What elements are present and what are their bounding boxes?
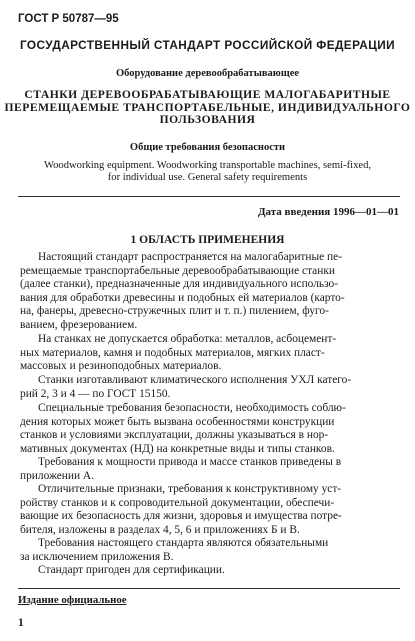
- equipment-category: Оборудование деревообрабатывающее: [115, 68, 300, 79]
- paragraph-scope: Настоящий стандарт распространяется на малогабаритные пе- ремещаемые транспортабельные деревообрабатывающие станки (далее станки), предназначенные для индивидуального использо- вания для обработки древесины и подобных ей материалов (карто- на, фанеры, древесно-стружечных плит и т. п.) пилением, фуго- ванием, фрезерованием.: [20, 251, 345, 331]
- paragraph-certification: Стандарт пригоден для сертификации.: [38, 564, 225, 576]
- section-heading: 1 ОБЛАСТЬ ПРИМЕНЕНИЯ: [130, 234, 285, 246]
- paragraph-climate: Станки изготавливают климатического исполнения УХЛ катего- рий 2, 3 и 4 — по ГОСТ 15150.: [20, 374, 352, 400]
- paragraph-features: Отличительные признаки, требования к конструктивному уст- ройству станков и к сопроводительной документации, обеспечи- вающие их безопасность для жизни, здоровья и имущества потре- бителя, изложены в разделах 4, 5, 6 и приложениях Б и В.: [20, 483, 342, 536]
- page-number: 1: [18, 617, 24, 629]
- paragraph-mandatory: Требования настоящего стандарта являются обязательными за исключением приложения В.: [20, 537, 329, 563]
- official-edition-label: Издание официальное: [18, 594, 127, 606]
- document-title: [0, 89, 415, 127]
- paragraph-special-requirements: Специальные требования безопасности, необходимость соблю- дения которых может быть вызвана особенностями конструкции станков и условиями эксплуатации, должны указываться в нор- мативных документах (НД) на конкретные виды и типы станков.: [20, 402, 346, 455]
- paragraph-prohibited-materials: На станках не допускается обработка: металлов, асбоцемент- ных материалов, камня и подобных материалов, мягких пласт- массовых и резиноподобных материалов.: [20, 333, 337, 373]
- paragraph-power-mass: Требования к мощности привода и массе станков приведены в приложении А.: [20, 456, 342, 482]
- national-standard-title: ГОСУДАРСТВЕННЫЙ СТАНДАРТ РОССИЙСКОЙ ФЕДЕРАЦИИ: [20, 38, 395, 52]
- introduction-date: Дата введения 1996—01—01: [257, 206, 399, 218]
- gost-code: ГОСТ Р 50787—95: [18, 13, 119, 25]
- english-title-line-2: for individual use. General safety requirements: [107, 171, 308, 183]
- title-separator: [18, 196, 400, 197]
- footer-separator: [18, 588, 400, 589]
- document-subtitle: Общие требования безопасности: [129, 142, 286, 153]
- title-line-3: ПОЛЬЗОВАНИЯ: [159, 113, 256, 126]
- title-line-2: ПЕРЕМЕЩАЕМЫЕ ТРАНСПОРТАБЕЛЬНЫЕ, ИНДИВИДУАЛЬНОГО: [4, 100, 411, 114]
- title-line-1: СТАНКИ ДЕРЕВООБРАБАТЫВАЮЩИЕ МАЛОГАБАРИТНЫЕ: [24, 88, 391, 101]
- english-title-line-1: Woodworking equipment. Woodworking transportable machines, semi-fixed,: [43, 160, 372, 171]
- english-title: [0, 160, 415, 184]
